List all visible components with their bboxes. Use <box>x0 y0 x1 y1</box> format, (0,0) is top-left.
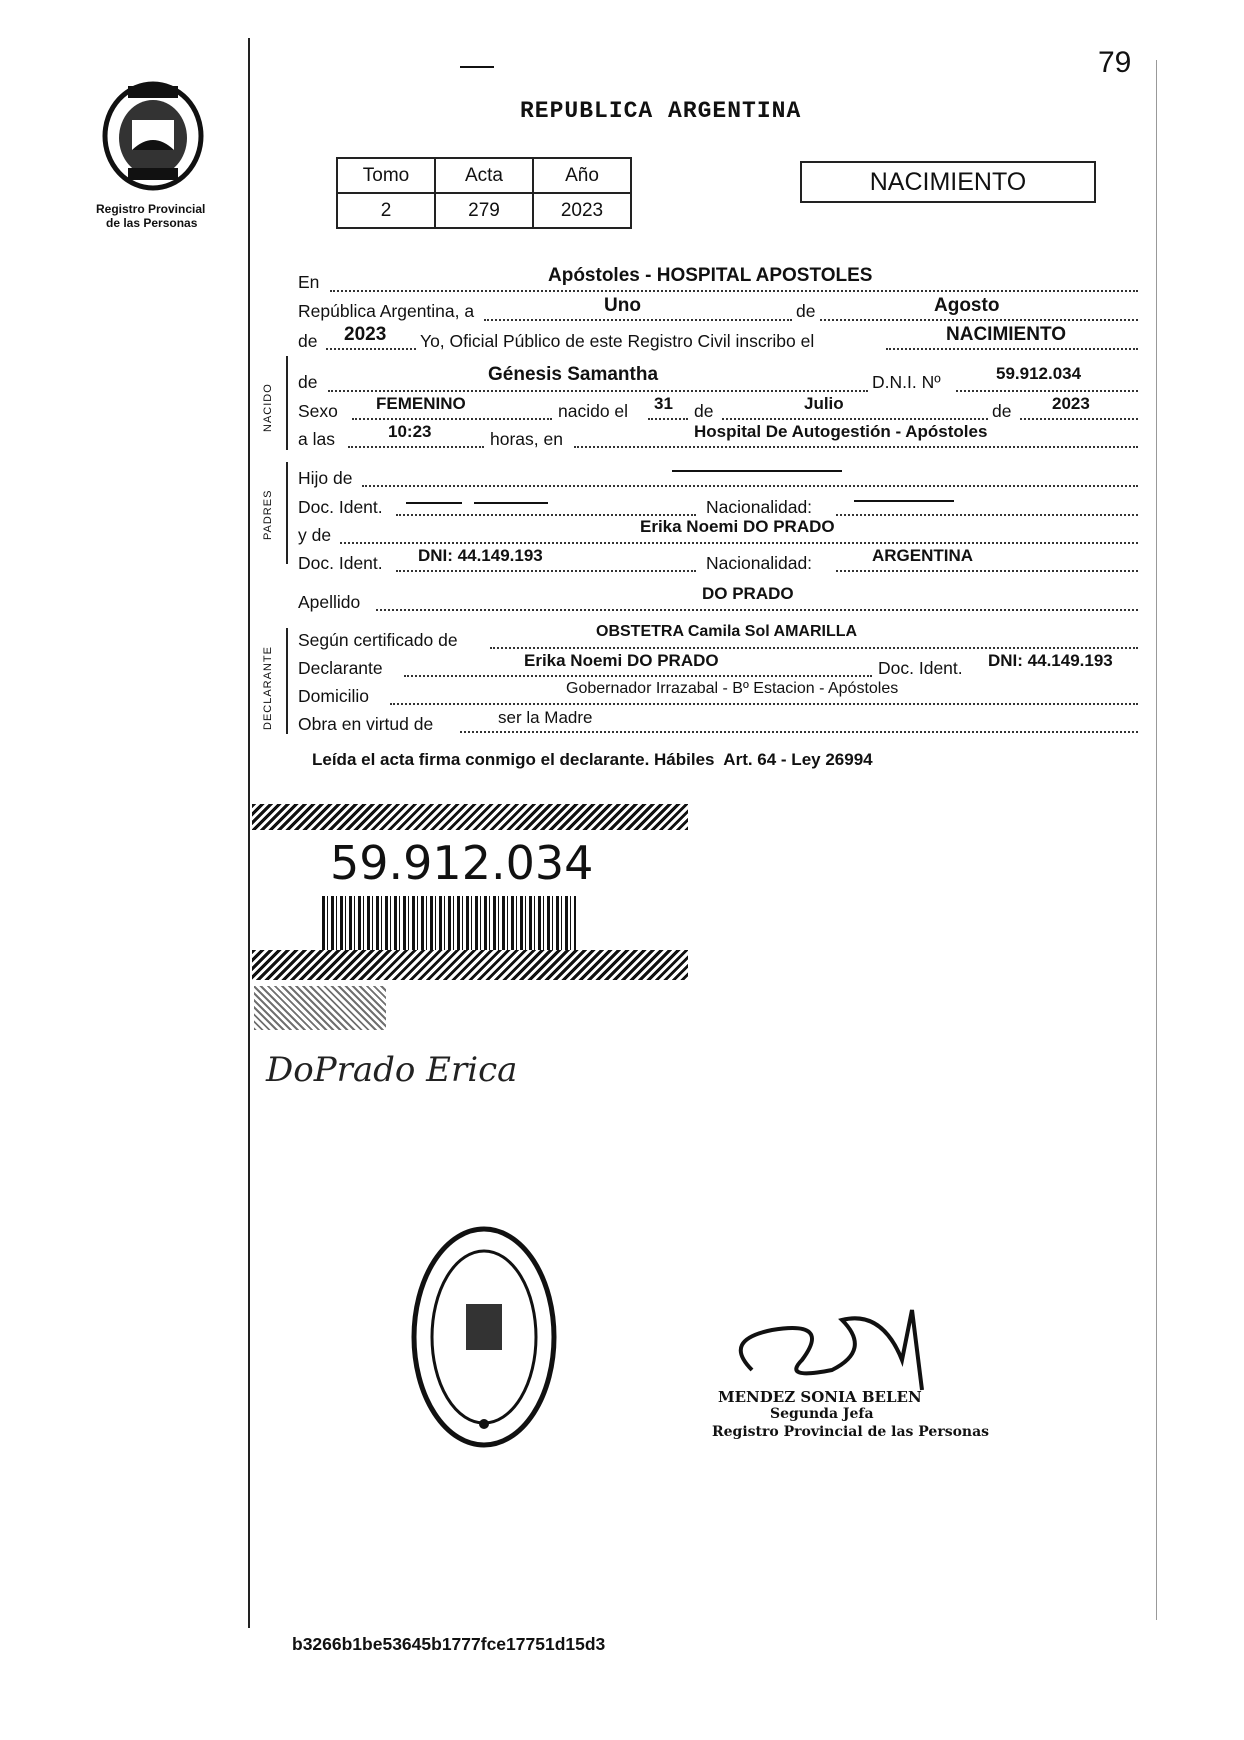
cert-value: OBSTETRA Camila Sol AMARILLA <box>596 623 858 640</box>
ano-header: Año <box>533 158 631 193</box>
apellido-dots <box>376 609 1138 611</box>
de-label-2: de <box>298 331 318 351</box>
sexo-value: FEMENINO <box>376 394 466 413</box>
misiones-shield-icon <box>98 80 208 192</box>
tomo-acta-ano-table <box>336 157 632 229</box>
obra-dots <box>460 731 1138 733</box>
father-dots <box>362 485 1138 487</box>
father-doc-blank-1 <box>406 502 462 504</box>
registry-caption-1: Registro Provincial <box>96 202 206 216</box>
document-hash: b3266b1be53645b1777fce17751d15d3 <box>292 1634 606 1654</box>
month-word: Agosto <box>934 295 1000 316</box>
closing-text: Leída el acta firma conmigo el declarante. Hábiles Art. 64 - Ley 26994 <box>312 750 873 769</box>
mother-nationality: ARGENTINA <box>872 546 974 565</box>
horas-en-label: horas, en <box>490 429 563 449</box>
act-dots <box>886 348 1138 350</box>
de-label-1: de <box>796 301 816 321</box>
country-title: REPUBLICA ARGENTINA <box>520 98 802 124</box>
birth-month-dots <box>722 418 988 420</box>
apellido-value: DO PRADO <box>702 584 794 603</box>
acta-value: 279 <box>435 193 533 228</box>
cert-label: Según certificado de <box>298 630 458 650</box>
decl-label: Declarante <box>298 658 383 678</box>
nacido-el-label: nacido el <box>558 401 629 421</box>
yde-label: y de <box>298 525 332 545</box>
mother-doc-label: Doc. Ident. <box>298 553 383 573</box>
dom-value: Gobernador Irrazabal - Bº Estacion - Apóstoles <box>566 680 899 697</box>
padres-side-label: PADRES <box>262 489 274 540</box>
en-value: Apóstoles - HOSPITAL APOSTOLES <box>548 265 873 286</box>
father-nat-blank <box>854 500 954 502</box>
dni-dots <box>956 390 1138 392</box>
tomo-header: Tomo <box>337 158 435 193</box>
child-name: Génesis Samantha <box>488 364 659 385</box>
apellido-label: Apellido <box>298 592 361 612</box>
obra-label: Obra en virtud de <box>298 714 434 734</box>
page-number: 79 <box>1098 46 1132 79</box>
tomo-value: 2 <box>337 193 435 228</box>
alas-label: a las <box>298 429 335 449</box>
official-org: Registro Provincial de las Personas <box>712 1424 990 1440</box>
margin-line <box>248 38 250 1628</box>
child-dni: 59.912.034 <box>996 364 1082 383</box>
en-dots <box>330 290 1138 292</box>
declarant-signature: DoPrado Erica <box>266 1050 518 1090</box>
father-blank-line <box>672 470 842 472</box>
dom-dots <box>390 703 1138 705</box>
day-dots <box>484 319 792 321</box>
birth-day-dots <box>648 418 688 420</box>
father-doc-blank-2 <box>474 502 548 504</box>
mother-doc: DNI: 44.149.193 <box>418 546 543 565</box>
declarante-side-label: DECLARANTE <box>262 646 274 730</box>
father-doc-label: Doc. Ident. <box>298 497 383 517</box>
dni-label: D.N.I. Nº <box>872 372 941 392</box>
decl-value: Erika Noemi DO PRADO <box>524 651 719 670</box>
father-nat-dots <box>836 514 1138 516</box>
decl-doc-label: Doc. Ident. <box>878 658 963 678</box>
year-value: 2023 <box>344 324 387 345</box>
mother-dots <box>340 542 1138 544</box>
right-edge-line <box>1156 60 1157 1620</box>
sexo-dots <box>352 418 552 420</box>
mother-name: Erika Noemi DO PRADO <box>640 517 835 536</box>
yo-text: Yo, Oficial Público de este Registro Civil inscribo el <box>420 331 815 351</box>
month-dots <box>820 319 1138 321</box>
nacido-de-label: de <box>298 372 318 392</box>
cert-dots <box>490 647 1138 649</box>
official-seal <box>410 1224 558 1450</box>
seal-icon <box>410 1224 558 1450</box>
sexo-label: Sexo <box>298 401 338 421</box>
hijo-label: Hijo de <box>298 468 353 488</box>
decl-dots <box>404 675 872 677</box>
mother-doc-dots <box>396 570 696 572</box>
document-type-box: NACIMIENTO <box>800 161 1096 203</box>
place-dots <box>574 446 1138 448</box>
decl-doc-value: DNI: 44.149.193 <box>988 651 1113 670</box>
nacido-bracket <box>286 356 288 450</box>
obra-value: ser la Madre <box>498 708 593 727</box>
official-name: MENDEZ SONIA BELEN <box>718 1388 922 1406</box>
name-dots <box>328 390 868 392</box>
birth-year-dots <box>1020 418 1138 420</box>
declarante-bracket <box>286 628 288 734</box>
stamp-watermark <box>254 986 386 1030</box>
nacido-side-label: NACIDO <box>262 383 274 432</box>
day-word: Uno <box>604 295 641 316</box>
dom-label: Domicilio <box>298 686 369 706</box>
padres-bracket <box>286 462 288 564</box>
mother-nat-dots <box>836 570 1138 572</box>
father-doc-dots <box>396 514 696 516</box>
birth-year: 2023 <box>1052 394 1090 413</box>
mother-nac-label: Nacionalidad: <box>706 553 813 573</box>
en-label: En <box>298 272 320 292</box>
act-type: NACIMIENTO <box>946 324 1066 345</box>
birth-day: 31 <box>654 394 673 413</box>
father-nac-label: Nacionalidad: <box>706 497 813 517</box>
year-dots <box>326 348 416 350</box>
birth-place: Hospital De Autogestión - Apóstoles <box>694 422 988 441</box>
registry-caption-2: de las Personas <box>106 216 198 230</box>
de-label-4: de <box>992 401 1012 421</box>
registry-logo <box>98 80 208 192</box>
de-label-3: de <box>694 401 714 421</box>
security-pattern-bottom <box>252 950 688 980</box>
barcode <box>322 896 576 954</box>
security-pattern-top <box>252 804 688 830</box>
birth-time: 10:23 <box>388 422 432 441</box>
ano-value: 2023 <box>533 193 631 228</box>
official-role: Segunda Jefa <box>770 1406 874 1422</box>
header-mark <box>460 66 494 68</box>
acta-header: Acta <box>435 158 533 193</box>
republica-label: República Argentina, a <box>298 301 475 321</box>
time-dots <box>348 446 484 448</box>
id-number: 59.912.034 <box>330 836 594 890</box>
birth-month: Julio <box>804 394 844 413</box>
